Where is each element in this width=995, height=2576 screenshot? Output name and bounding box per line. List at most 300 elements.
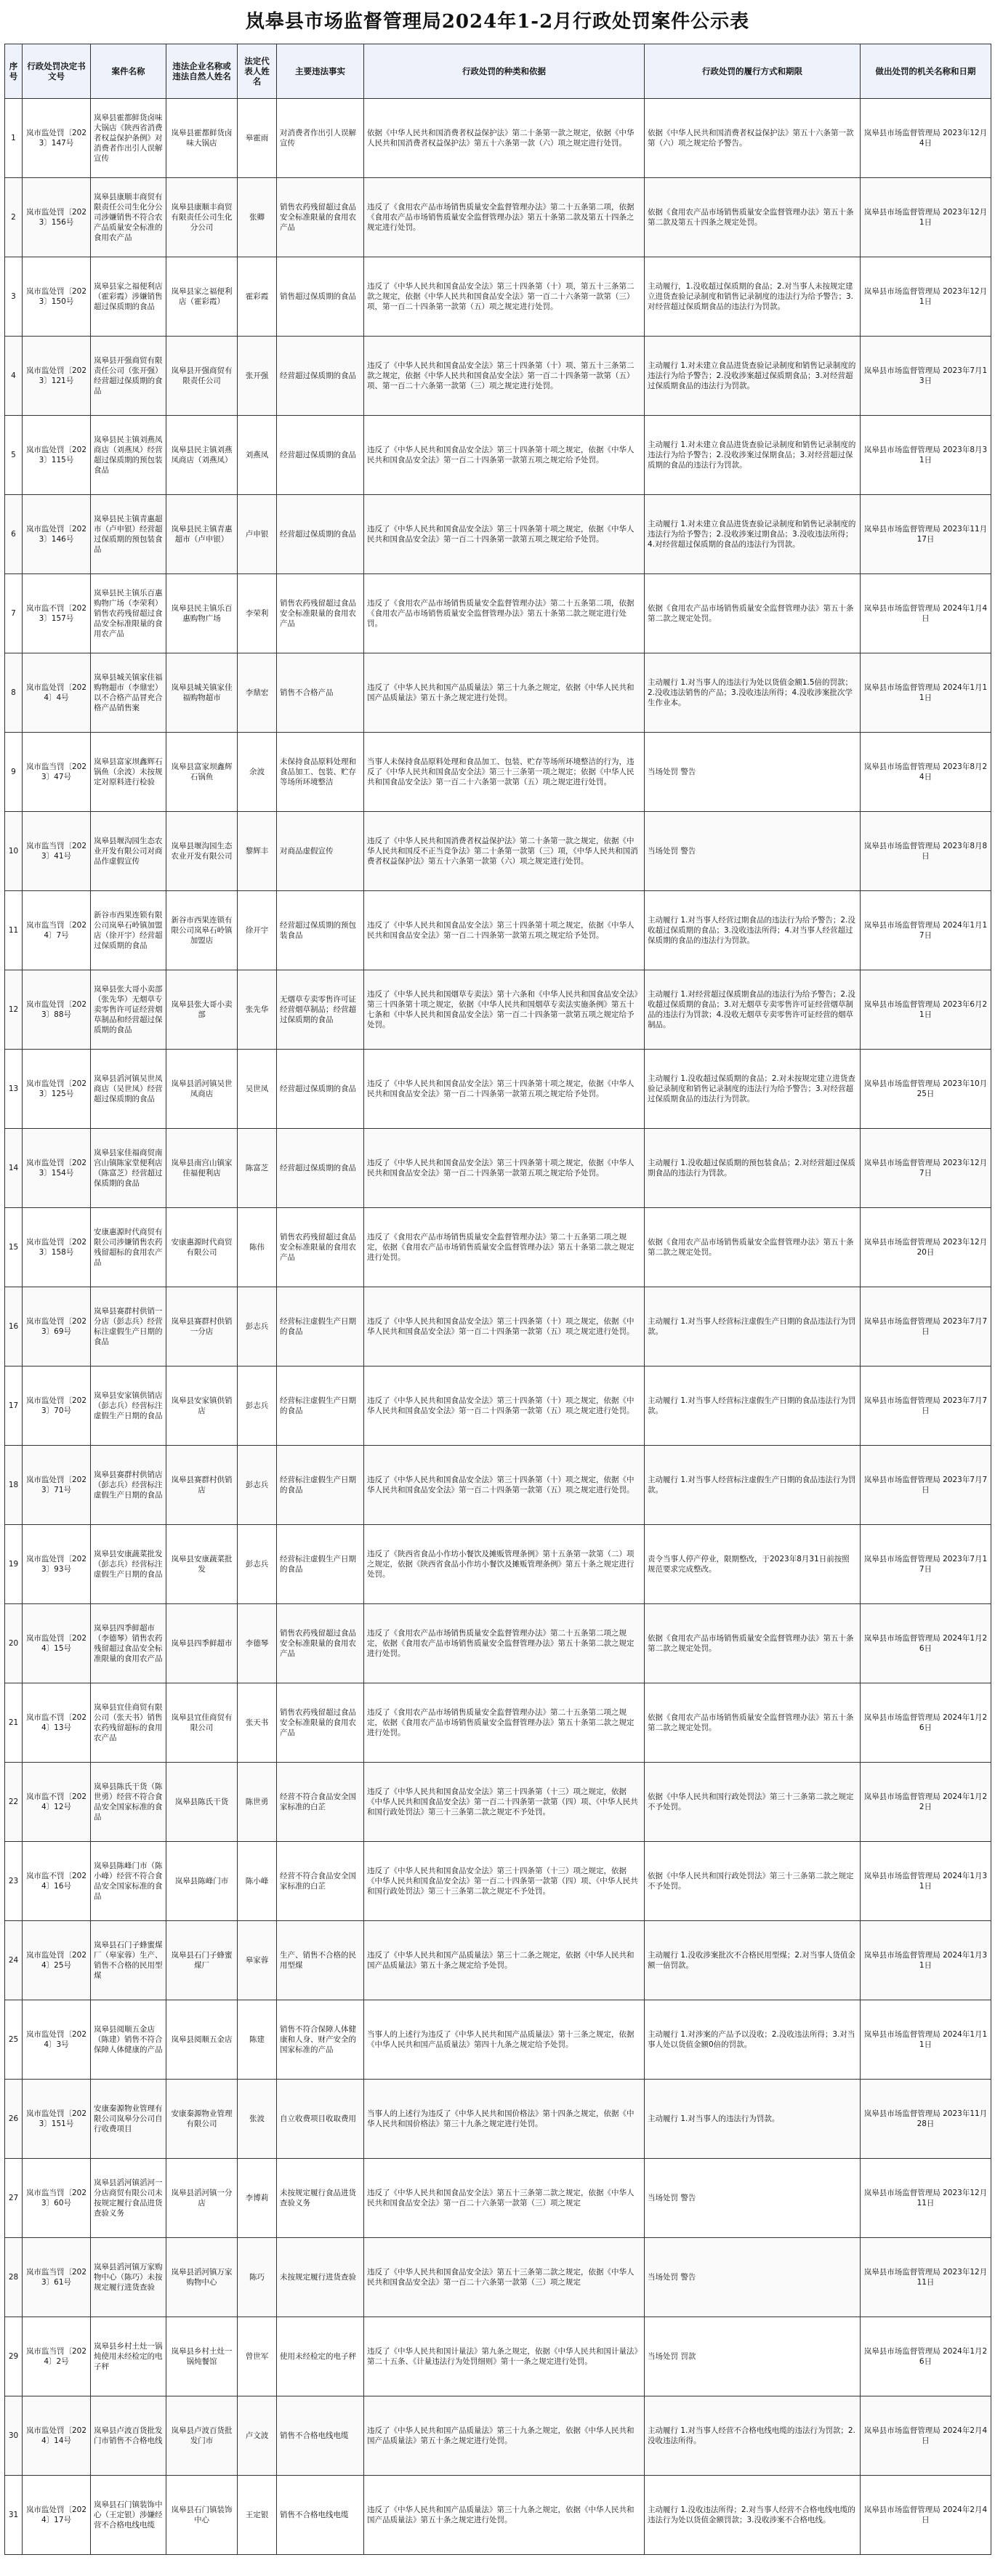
cell-decision-number: 岚市监处罚〔2023〕88号 [23, 970, 91, 1050]
table-row [5, 574, 991, 653]
cell-violator: 岚皋县石门子蜂蜜煤厂 [166, 1921, 238, 2000]
cell-main-facts: 销售农药残留超过食品安全标准限量的食用农产品 [277, 574, 364, 653]
cell-index: 31 [5, 2476, 23, 2555]
cell-authority-date: 岚皋县市场监督管理局 2023年7月17日 [861, 1525, 991, 1604]
cell-violator: 岚皋县滔河镇吴世凤商店 [166, 1050, 238, 1129]
cell-index: 19 [5, 1525, 23, 1604]
cell-authority-date: 岚皋县市场监督管理局 2023年11月17日 [861, 495, 991, 574]
header-index: 序号 [5, 44, 23, 99]
header-penalty-basis: 行政处罚的种类和依据 [364, 44, 645, 99]
cell-main-facts: 经营标注虚假生产日期的食品 [277, 1525, 364, 1604]
cell-index: 17 [5, 1367, 23, 1446]
cell-penalty-basis: 当事人的上述行为违反了《中华人民共和国价格法》第十四条之规定，依据《中华人民共和国价格法》第三十九条之规定进行处罚。 [364, 2080, 645, 2159]
cell-penalty-execution: 主动履行 1.对未建立食品进货查验记录制度和销售记录制度的违法行为给予警告；2.没收涉案过期食品；3.没收违法所得；4.对经营超过保质期的食品的违法行为罚款。 [645, 495, 861, 574]
cell-main-facts: 经营标注虚假生产日期的食品 [277, 1287, 364, 1367]
cell-authority-date: 岚皋县市场监督管理局 2024年1月26日 [861, 1604, 991, 1683]
cell-violator: 岚皋县南宫山镇家佳福便利店 [166, 1129, 238, 1208]
cell-authority-date: 岚皋县市场监督管理局 2023年10月25日 [861, 1050, 991, 1129]
cell-decision-number: 岚市监处罚〔2023〕93号 [23, 1525, 91, 1604]
cell-authority-date: 岚皋县市场监督管理局 2024年1月26日 [861, 1683, 991, 1763]
cell-penalty-basis: 违反了《中华人民共和国食品安全法》第三十四条第十项之规定，依据《中华人民共和国食品安全法》第一百二十四条第一款第五项之规定给予处罚。 [364, 416, 645, 495]
cell-violator: 岚皋县卢波百货批发门市 [166, 2396, 238, 2476]
cell-violator: 岚皋县民主镇刘燕凤商店（刘燕凤） [166, 416, 238, 495]
cell-main-facts: 生产、销售不合格的民用型煤 [277, 1921, 364, 2000]
cell-penalty-basis: 违反了《中华人民共和国食品安全法》第五十三条第二款之规定，依据《中华人民共和国食品安全法》第一百二十六条第一款第（三）项之规定 [364, 2159, 645, 2238]
cell-decision-number: 岚市监处罚〔2023〕151号 [23, 2080, 91, 2159]
cell-penalty-execution: 责令当事人停产停业，限期整改，于2023年8月31日前按照规范要求完成整改。 [645, 1525, 861, 1604]
cell-penalty-execution: 主动履行 1.对涉案的产品予以没收；2.没收违法所得；3.对当事人处以货值金额0倍的罚款。 [645, 2000, 861, 2080]
cell-legal-representative: 徐开宇 [238, 891, 277, 970]
cell-authority-date: 岚皋县市场监督管理局 2023年12月11日 [861, 2238, 991, 2317]
cell-case-name: 岚皋县滔河镇万家购物中心（陈巧）未按规定履行进货查验 [91, 2238, 166, 2317]
cell-case-name: 岚皋县堰沟园生态农业开发有限公司对商品作虚假宣传 [91, 812, 166, 891]
cell-case-name: 岚皋县卢波百货批发门市销售不合格电线 [91, 2396, 166, 2476]
cell-penalty-execution: 主动履行 1.没收超过保质期的预包装食品；2.对经营超过保质期食品的违法行为罚款。 [645, 1129, 861, 1208]
cell-legal-representative: 刘燕凤 [238, 416, 277, 495]
cell-index: 25 [5, 2000, 23, 2080]
cell-decision-number: 岚市监处罚〔2023〕158号 [23, 1208, 91, 1287]
cell-main-facts: 对商品虚假宣传 [277, 812, 364, 891]
cell-index: 10 [5, 812, 23, 891]
cell-authority-date: 岚皋县市场监督管理局 2024年2月4日 [861, 2396, 991, 2476]
cell-penalty-basis: 违反了《食用农产品市场销售质量安全监督管理办法》第二十五条第二项，依据《食用农产品市场销售质量安全监督管理办法》第五十条第二款之规定进行处罚。 [364, 574, 645, 653]
cell-index: 15 [5, 1208, 23, 1287]
cell-violator: 新谷市西果连锁有限公司岚皋石岭镇加盟店 [166, 891, 238, 970]
cell-decision-number: 岚市监处罚〔2023〕154号 [23, 1129, 91, 1208]
cell-index: 30 [5, 2396, 23, 2476]
cell-authority-date: 岚皋县市场监督管理局 2024年1月11日 [861, 2000, 991, 2080]
cell-case-name: 岚皋县石门镇装饰中心（王定银）涉嫌经营不合格电线电缆 [91, 2476, 166, 2555]
table-row [5, 891, 991, 970]
cell-index: 18 [5, 1446, 23, 1525]
cell-violator: 岚皋县赛群村供销一分店 [166, 1287, 238, 1367]
cell-index: 13 [5, 1050, 23, 1129]
cell-violator: 岚皋县霍都鲜货卤味大锅店 [166, 99, 238, 178]
cell-legal-representative: 皋霍雨 [238, 99, 277, 178]
cell-legal-representative: 陈建 [238, 2000, 277, 2080]
table-row [5, 2159, 991, 2238]
cell-legal-representative: 黎辉丰 [238, 812, 277, 891]
cell-index: 14 [5, 1129, 23, 1208]
table-row [5, 257, 991, 337]
cell-index: 29 [5, 2317, 23, 2396]
table-row [5, 2317, 991, 2396]
cell-decision-number: 岚市监当罚〔2024〕7号 [23, 891, 91, 970]
cell-penalty-execution: 主动履行 1.对未建立食品进货查验记录制度和销售记录制度的违法行为给予警告；2.没收涉案过保期食品；3.对经营超过保质期的食品的违法行为罚款。 [645, 416, 861, 495]
cell-case-name: 岚皋县石门子蜂蜜煤厂（皋家蓉）生产、销售不合格的民用型煤 [91, 1921, 166, 2000]
cell-authority-date: 岚皋县市场监督管理局 2023年12月11日 [861, 2159, 991, 2238]
cell-penalty-basis: 违反了《中华人民共和国食品安全法》第三十四条第（十）项之规定，依据《中华人民共和国食品安全法》第一百二十四条第一款第（五）项之规定进行处罚。 [364, 1287, 645, 1367]
cell-penalty-execution: 主动履行 1.对当事人经营标注虚假生产日期的食品违法行为罚款。 [645, 1367, 861, 1446]
cell-penalty-execution: 主动履行，1.没收超过保质期的食品；2.对当事人未按规定建立进货查验记录制度和销售记录制度的违法行为给予警告；3.对经营超过保质期食品的违法行为罚款。 [645, 257, 861, 337]
cell-main-facts: 经营超过保质期的食品 [277, 495, 364, 574]
cell-penalty-basis: 违反了《中华人民共和国食品安全法》第三十四条第（十三）项之规定，依据《中华人民共和国食品安全法》第一百二十四条第一款第（四）项、《中华人民共和国行政处罚法》第三十三条第二款之规定不予处罚。 [364, 1842, 645, 1921]
header-main-facts: 主要违法事实 [277, 44, 364, 99]
cell-case-name: 岚皋县城关镇家佳福购物超市（李鼎宏）以不合格产品冒充合格产品销售案 [91, 653, 166, 733]
cell-penalty-basis: 违反了《中华人民共和国食品安全法》第三十四条第十项之规定，依据《中华人民共和国食品安全法》第一百二十四条第一款第五项之规定给予处罚。 [364, 891, 645, 970]
cell-decision-number: 岚市监处罚〔2023〕115号 [23, 416, 91, 495]
cell-case-name: 岚皋县开强商贸有限责任公司（张开强）经营超过保质期的食品 [91, 337, 166, 416]
cell-penalty-execution: 当场处罚 罚款 [645, 2317, 861, 2396]
cell-authority-date: 岚皋县市场监督管理局 2023年11月28日 [861, 2080, 991, 2159]
table-row [5, 1683, 991, 1763]
cell-index: 20 [5, 1604, 23, 1683]
cell-authority-date: 岚皋县市场监督管理局 2023年12月4日 [861, 99, 991, 178]
cell-legal-representative: 彭志兵 [238, 1446, 277, 1525]
cell-authority-date: 岚皋县市场监督管理局 2023年8月8日 [861, 812, 991, 891]
table-row [5, 495, 991, 574]
cell-penalty-basis: 违反了《中华人民共和国烟草专卖法》第十六条和《中华人民共和国食品安全法》第三十四条第十项之规定，依据《中华人民共和国烟草专卖法实施条例》第五十七条和《中华人民共和国食品安全法》第一百二十四条第一款第五项之规定给予处罚。 [364, 970, 645, 1050]
cell-legal-representative: 吴世凤 [238, 1050, 277, 1129]
cell-legal-representative: 皋家蓉 [238, 1921, 277, 2000]
table-row [5, 99, 991, 178]
cell-decision-number: 岚市监处罚〔2024〕3号 [23, 2000, 91, 2080]
cell-legal-representative: 王定银 [238, 2476, 277, 2555]
cell-violator: 岚皋县赛群村供销店 [166, 1446, 238, 1525]
cell-main-facts: 自立收费项目收取费用 [277, 2080, 364, 2159]
cell-main-facts: 未按规定履行进货查验 [277, 2238, 364, 2317]
cell-index: 4 [5, 337, 23, 416]
header-case-name: 案件名称 [91, 44, 166, 99]
table-row [5, 1446, 991, 1525]
cell-authority-date: 岚皋县市场监督管理局 2023年12月1日 [861, 257, 991, 337]
cell-penalty-execution: 依据《食用农产品市场销售质量安全监督管理办法》第五十条第二款之规定处罚。 [645, 574, 861, 653]
cell-authority-date: 岚皋县市场监督管理局 2023年7月7日 [861, 1287, 991, 1367]
cell-index: 23 [5, 1842, 23, 1921]
cell-violator: 岚皋县城关镇家佳福购物超市 [166, 653, 238, 733]
cell-penalty-basis: 违反了《中华人民共和国食品安全法》第三十四条第十项之规定，依据《中华人民共和国食品安全法》第一百二十四条第一款第五项之规定给予处罚。 [364, 1050, 645, 1129]
cell-penalty-execution: 依据《食用农产品市场销售质量安全监督管理办法》第五十条第二款之规定处罚。 [645, 1208, 861, 1287]
cell-authority-date: 岚皋县市场监督管理局 2023年12月20日 [861, 1208, 991, 1287]
cell-penalty-basis: 违反了《中华人民共和国食品安全法》第三十四条第（十三）项之规定，依据《中华人民共和国食品安全法》第一百二十四条第一款第（四）项、《中华人民共和国行政处罚法》第三十三条第二款之规定不予处罚。 [364, 1763, 645, 1842]
cell-penalty-basis: 违反了《中华人民共和国食品安全法》第三十四条第（十）项，第五十三条第二款之规定，依据《中华人民共和国食品安全法》第一百二十六条第一款第（三）项，第一百二十四条第一款第（五）项之规定进行处罚。 [364, 257, 645, 337]
cell-penalty-execution: 主动履行 1.对未建立食品进货查验记录制度和销售记录制度的违法行为给予警告；2.没收涉案超过保质期食品；3.对经营超过保质期食品的违法行为罚款。 [645, 337, 861, 416]
cell-main-facts: 经营超过保质期的食品 [277, 337, 364, 416]
cell-penalty-execution: 主动履行 1.对当事人经营标注虚假生产日期的食品违法行为罚款。 [645, 1287, 861, 1367]
cell-case-name: 岚皋县民主镇青惠超市（卢申银）经营超过保质期的预包装食品 [91, 495, 166, 574]
cell-decision-number: 岚市监处罚〔2023〕71号 [23, 1446, 91, 1525]
cell-violator: 岚皋县陈峰门市 [166, 1842, 238, 1921]
cell-legal-representative: 陈世勇 [238, 1763, 277, 1842]
cell-violator: 岚皋县安家镇供销店 [166, 1367, 238, 1446]
header-decision-number: 行政处罚决定书文号 [23, 44, 91, 99]
cell-main-facts: 销售不合格电线电缆 [277, 2476, 364, 2555]
cell-case-name: 岚皋县民主镇刘燕凤商店（刘燕凤）经营超过保质期的预包装食品 [91, 416, 166, 495]
cell-main-facts: 无烟草专卖零售许可证经营烟草制品；经营超过保质期的食品 [277, 970, 364, 1050]
cell-penalty-execution: 依据《中华人民共和国消费者权益保护法》第五十六条第一款第（六）项之规定给予警告。 [645, 99, 861, 178]
cell-legal-representative: 余波 [238, 733, 277, 812]
cell-index: 7 [5, 574, 23, 653]
cell-penalty-execution: 当场处罚 警告 [645, 733, 861, 812]
cell-decision-number: 岚市监处罚〔2024〕25号 [23, 1921, 91, 2000]
cell-main-facts: 销售不合格产品 [277, 653, 364, 733]
cell-main-facts: 经营超过保质期的食品 [277, 1050, 364, 1129]
table-row [5, 970, 991, 1050]
cell-legal-representative: 陈巧 [238, 2238, 277, 2317]
cell-legal-representative: 陈伟 [238, 1208, 277, 1287]
table-row [5, 178, 991, 257]
cell-authority-date: 岚皋县市场监督管理局 2024年1月26日 [861, 2317, 991, 2396]
cell-violator: 安康惠源时代商贸有限公司 [166, 1208, 238, 1287]
cell-main-facts: 使用未经检定的电子秤 [277, 2317, 364, 2396]
cell-penalty-basis: 当事人未保持食品原料处理和食品加工、包装、贮存等场所环境整洁的行为，违反了《中华人民共和国食品安全法》第三十三条第一项之规定；依据《中华人民共和国食品安全法》第一百二十六条第一款第（五）项之规定进行处罚。 [364, 733, 645, 812]
table-row [5, 733, 991, 812]
cell-penalty-basis: 违反了《中华人民共和国产品质量法》第三十九条之规定，依据《中华人民共和国产品质量法》第五十条之规定进行处罚。 [364, 2476, 645, 2555]
cell-decision-number: 岚市监处罚〔2023〕147号 [23, 99, 91, 178]
cell-authority-date: 岚皋县市场监督管理局 2024年1月4日 [861, 574, 991, 653]
cell-violator: 岚皋县滔河镇一分店 [166, 2159, 238, 2238]
cell-case-name: 新谷市西果连锁有限公司岚皋石岭镇加盟店（徐开宇）经营超过保质期的食品 [91, 891, 166, 970]
cell-violator: 安康秦源物业管理有限公司 [166, 2080, 238, 2159]
cell-index: 27 [5, 2159, 23, 2238]
cell-penalty-basis: 违反了《食用农产品市场销售质量安全监督管理办法》第二十五条第二项之规定，依据《食用农产品市场销售质量安全监督管理办法》第五十条第二款之规定进行处罚。 [364, 1604, 645, 1683]
cell-violator: 岚皋县张大哥小卖部 [166, 970, 238, 1050]
case-table [4, 44, 991, 2555]
cell-index: 2 [5, 178, 23, 257]
cell-legal-representative: 霍彩霞 [238, 257, 277, 337]
table-row [5, 1763, 991, 1842]
cell-legal-representative: 李鼎宏 [238, 653, 277, 733]
cell-main-facts: 经营不符合食品安全国家标准的白芷 [277, 1763, 364, 1842]
cell-violator: 岚皋县四季鲜超市 [166, 1604, 238, 1683]
cell-decision-number: 岚市监处罚〔2023〕121号 [23, 337, 91, 416]
table-row [5, 2000, 991, 2080]
cell-case-name: 岚皋县阅顺五金店（陈建）销售不符合保障人体健康的产品 [91, 2000, 166, 2080]
cell-decision-number: 岚市监处罚〔2024〕14号 [23, 2396, 91, 2476]
cell-violator: 岚皋县陈氏干货 [166, 1763, 238, 1842]
cell-penalty-basis: 违反了《食用农产品市场销售质量安全监督管理办法》第二十五条第二项，依据《食用农产品市场销售质量安全监督管理办法》第五十条第二款及第五十四条之规定进行处罚。 [364, 178, 645, 257]
cell-legal-representative: 张波 [238, 2080, 277, 2159]
cell-case-name: 安康秦源物业管理有限公司岚皋分公司自行收费项目 [91, 2080, 166, 2159]
table-row [5, 1525, 991, 1604]
cell-authority-date: 岚皋县市场监督管理局 2024年1月17日 [861, 891, 991, 970]
cell-case-name: 岚皋县安家镇供销店（彭志兵）经营标注虚假生产日期的食品 [91, 1367, 166, 1446]
table-row [5, 812, 991, 891]
cell-decision-number: 岚市监处罚〔2024〕15号 [23, 1604, 91, 1683]
cell-case-name: 岚皋县安康蔬菜批发（彭志兵）经营标注虚假生产日期的食品 [91, 1525, 166, 1604]
cell-index: 3 [5, 257, 23, 337]
cell-index: 22 [5, 1763, 23, 1842]
cell-penalty-execution: 主动履行 1.没收违法所得；2.对当事人经营不合格电线电缆的违法行为处以货值金额罚款；3.没收涉案不合格电线。 [645, 2476, 861, 2555]
cell-penalty-basis: 违反了《中华人民共和国食品安全法》第三十四条第（十）项之规定，依据《中华人民共和国食品安全法》第一百二十四条第一款第（五）项之规定进行处罚。 [364, 1367, 645, 1446]
cell-case-name: 岚皋县赛群村供销店（彭志兵）经营标注虚假生产日期的食品 [91, 1446, 166, 1525]
cell-violator: 岚皋县阅顺五金店 [166, 2000, 238, 2080]
cell-violator: 岚皋县康顺丰商贸有限责任公司生化分公司 [166, 178, 238, 257]
cell-penalty-basis: 违反了《食用农产品市场销售质量安全监督管理办法》第二十五条第二项之规定，依据《食用农产品市场销售质量安全监督管理办法》第五十条第二款之规定进行处罚。 [364, 1208, 645, 1287]
cell-violator: 岚皋县乡村土灶一锅炖餐馆 [166, 2317, 238, 2396]
cell-index: 11 [5, 891, 23, 970]
cell-authority-date: 岚皋县市场监督管理局 2024年1月31日 [861, 1842, 991, 1921]
cell-penalty-execution: 主动履行 1.对当事人的违法行为罚款。 [645, 2080, 861, 2159]
cell-penalty-basis: 违反了《中华人民共和国计量法》第九条之规定，依据《中华人民共和国计量法》第二十五条、《计量违法行为处罚细则》第十一条之规定进行处罚。 [364, 2317, 645, 2396]
cell-penalty-execution: 依据《中华人民共和国行政处罚法》第三十三条第二款之规定不予处罚。 [645, 1763, 861, 1842]
cell-penalty-basis: 违反了《中华人民共和国产品质量法》第三十九条之规定，依据《中华人民共和国产品质量法》第五十条之规定进行处罚。 [364, 2396, 645, 2476]
cell-decision-number: 岚市监处罚〔2023〕150号 [23, 257, 91, 337]
cell-violator: 岚皋县富家坝鑫辉石锅鱼 [166, 733, 238, 812]
cell-legal-representative: 张天书 [238, 1683, 277, 1763]
cell-legal-representative: 彭志兵 [238, 1525, 277, 1604]
cell-decision-number: 岚市监不罚〔2024〕12号 [23, 1763, 91, 1842]
cell-index: 6 [5, 495, 23, 574]
cell-penalty-execution: 主动履行 1.没收涉案批次不合格民用型煤；2.对当事人货值金额一倍罚款。 [645, 1921, 861, 2000]
cell-index: 8 [5, 653, 23, 733]
table-row [5, 1287, 991, 1367]
cell-case-name: 岚皋县康顺丰商贸有限责任公司生化分公司涉嫌销售不符合农产品质量安全标准的食用农产品 [91, 178, 166, 257]
cell-penalty-basis: 违反了《中华人民共和国食品安全法》第三十四条第十项之规定，依据《中华人民共和国食品安全法》第一百二十四条第一款第五项之规定给予处罚。 [364, 1129, 645, 1208]
cell-penalty-execution: 主动履行 1.对经营超过保质期食品的违法行为给予警告；2.没收超过保质期的食品；3.对无烟草专卖零售许可证经营烟草制品的违法行为罚款；4.没收无烟草专卖零售许可证经营的烟草制品。 [645, 970, 861, 1050]
cell-legal-representative: 李博莉 [238, 2159, 277, 2238]
header-penalty-execution: 行政处罚的履行方式和期限 [645, 44, 861, 99]
cell-main-facts: 未按规定履行食品进货查验义务 [277, 2159, 364, 2238]
cell-penalty-execution: 当场处罚 警告 [645, 2238, 861, 2317]
cell-authority-date: 岚皋县市场监督管理局 2023年8月31日 [861, 416, 991, 495]
cell-penalty-basis: 违反了《食用农产品市场销售质量安全监督管理办法》第二十五条第二项之规定，依据《食用农产品市场销售质量安全监督管理办法》第五十条第二款之规定进行处罚。 [364, 1683, 645, 1763]
cell-case-name: 岚皋县霍都鲜货卤味大锅店《陕西省消费者权益保护条例》对消费者作出引人误解宣传 [91, 99, 166, 178]
cell-legal-representative: 卢文波 [238, 2396, 277, 2476]
cell-case-name: 安康惠源时代商贸有限公司涉嫌销售农药残留超标的食用农产品 [91, 1208, 166, 1287]
cell-main-facts: 经营超过保质期的食品 [277, 416, 364, 495]
table-header-row [5, 44, 991, 99]
table-row [5, 1921, 991, 2000]
cell-authority-date: 岚皋县市场监督管理局 2023年7月7日 [861, 1367, 991, 1446]
table-row [5, 2396, 991, 2476]
cell-violator: 岚皋县宜佳商贸有限公司 [166, 1683, 238, 1763]
cell-decision-number: 岚市监处罚〔2023〕70号 [23, 1367, 91, 1446]
table-row [5, 2238, 991, 2317]
cell-index: 5 [5, 416, 23, 495]
cell-penalty-basis: 违反了《中华人民共和国食品安全法》第三十四条第（十）项之规定，依据《中华人民共和国食品安全法》第一百二十四条第一款第（五）项之规定进行处罚。 [364, 1446, 645, 1525]
cell-decision-number: 岚市监当罚〔2023〕61号 [23, 2238, 91, 2317]
cell-case-name: 岚皋县乡村土灶一锅炖使用未经检定的电子秤 [91, 2317, 166, 2396]
cell-case-name: 岚皋县宜佳商贸有限公司（张天书）销售农药残留超标的食用农产品 [91, 1683, 166, 1763]
document-title: 岚皋县市场监督管理局2024年1-2月行政处罚案件公示表 [245, 11, 750, 33]
cell-main-facts: 销售农药残留超过食品安全标准限量的食用农产品 [277, 1604, 364, 1683]
cell-penalty-execution: 当场处罚 警告 [645, 2159, 861, 2238]
table-row [5, 1129, 991, 1208]
cell-decision-number: 岚市监不罚〔2023〕157号 [23, 574, 91, 653]
cell-penalty-basis: 违反了《陕西省食品小作坊小餐饮及摊贩管理条例》第十五条第一款第（二）项之规定，依据《陕西省食品小作坊小餐饮及摊贩管理条例》第五十条之规定进行处罚。 [364, 1525, 645, 1604]
cell-legal-representative: 张卿 [238, 178, 277, 257]
cell-main-facts: 未保持食品原料处理和食品加工、包装、贮存等场所环境整洁 [277, 733, 364, 812]
cell-authority-date: 岚皋县市场监督管理局 2023年12月1日 [861, 178, 991, 257]
cell-decision-number: 岚市监不罚〔2024〕16号 [23, 1842, 91, 1921]
cell-penalty-basis: 违反了《中华人民共和国产品质量法》第三十二条之规定，依据《中华人民共和国产品质量法》第五十条之规定给予处罚。 [364, 1921, 645, 2000]
cell-index: 24 [5, 1921, 23, 2000]
cell-legal-representative: 陈小峰 [238, 1842, 277, 1921]
cell-index: 16 [5, 1287, 23, 1367]
table-row [5, 1050, 991, 1129]
cell-penalty-basis: 依据《中华人民共和国消费者权益保护法》第二十条第一款之规定，依据《中华人民共和国消费者权益保护法》第五十六条第一款（六）项之规定进行处罚。 [364, 99, 645, 178]
cell-penalty-basis: 违反了《中华人民共和国产品质量法》第三十九条之规定，依据《中华人民共和国产品质量法》第五十条之规定进行处罚。 [364, 653, 645, 733]
header-violator: 违法企业名称或违法自然人姓名 [166, 44, 238, 99]
cell-violator: 岚皋县滔河镇万家购物中心 [166, 2238, 238, 2317]
cell-authority-date: 岚皋县市场监督管理局 2023年8月24日 [861, 733, 991, 812]
cell-case-name: 岚皋县滔河镇吴世凤商店（吴世凤）经营超过保质期的食品 [91, 1050, 166, 1129]
cell-decision-number: 岚市监处罚〔2023〕125号 [23, 1050, 91, 1129]
cell-penalty-basis: 当事人的上述行为违反了《中华人民共和国产品质量法》第十三条之规定，依据《中华人民共和国产品质量法》第四十九条之规定给予处罚。 [364, 2000, 645, 2080]
cell-authority-date: 岚皋县市场监督管理局 2024年1月22日 [861, 1763, 991, 1842]
cell-decision-number: 岚市监当罚〔2023〕47号 [23, 733, 91, 812]
cell-main-facts: 销售农药残留超过食品安全标准限量的食用农产品 [277, 1683, 364, 1763]
cell-decision-number: 岚市监当罚〔2024〕2号 [23, 2317, 91, 2396]
cell-violator: 岚皋县民主镇乐百惠购物广场 [166, 574, 238, 653]
cell-legal-representative: 卢申银 [238, 495, 277, 574]
cell-legal-representative: 李荣利 [238, 574, 277, 653]
cell-penalty-execution: 依据《食用农产品市场销售质量安全监督管理办法》第五十条第二款之规定处罚。 [645, 1604, 861, 1683]
cell-violator: 岚皋县民主镇青惠超市（卢申银） [166, 495, 238, 574]
table-row [5, 1367, 991, 1446]
cell-violator: 岚皋县堰沟园生态农业开发有限公司 [166, 812, 238, 891]
cell-penalty-execution: 主动履行 1.没收超过保质期的食品；2.对未按规定建立进货查验记录制度和销售记录制度的违法行为给予警告；3.对经营超过保质期食品的违法行为罚款。 [645, 1050, 861, 1129]
cell-main-facts: 销售农药残留超过食品安全标准限量的食用农产品 [277, 178, 364, 257]
cell-penalty-execution: 主动履行 1.对当事人的违法行为处以货值金额1.5倍的罚款；2.没收违法销售的产品；3.没收违法所得；4.没收涉案批次学生作业本。 [645, 653, 861, 733]
cell-violator: 岚皋县家之福便利店（霍彩霞） [166, 257, 238, 337]
cell-authority-date: 岚皋县市场监督管理局 2024年2月4日 [861, 2476, 991, 2555]
cell-authority-date: 岚皋县市场监督管理局 2024年1月11日 [861, 653, 991, 733]
cell-penalty-basis: 违反了《中华人民共和国消费者权益保护法》第二十条第一款之规定，依据《中华人民共和国反不正当竞争法》第二十条第一款第（三）项，《中华人民共和国消费者权益保护法》第五十六条第一款第（六）项之规定进行处罚。 [364, 812, 645, 891]
cell-authority-date: 岚皋县市场监督管理局 2023年7月7日 [861, 1446, 991, 1525]
cell-authority-date: 岚皋县市场监督管理局 2023年12月7日 [861, 1129, 991, 1208]
cell-penalty-execution: 依据《食用农产品市场销售质量安全监督管理办法》第五十条第二款之规定处罚。 [645, 1683, 861, 1763]
cell-main-facts: 经营不符合食品安全国家标准的白芷 [277, 1842, 364, 1921]
cell-index: 26 [5, 2080, 23, 2159]
cell-main-facts: 经营超过保质期的预包装食品 [277, 891, 364, 970]
cell-case-name: 岚皋县家之福便利店（霍彩霞）涉嫌销售超过保质期的食品 [91, 257, 166, 337]
cell-penalty-basis: 违反了《中华人民共和国食品安全法》第三十四条第十项之规定，依据《中华人民共和国食品安全法》第一百二十四条第一款第五项之规定给予处罚。 [364, 495, 645, 574]
cell-main-facts: 对消费者作出引人误解宣传 [277, 99, 364, 178]
cell-case-name: 岚皋县四季鲜超市（李德琴）销售农药残留超过食品安全标准限量的食用农产品 [91, 1604, 166, 1683]
cell-penalty-execution: 当场处罚 警告 [645, 812, 861, 891]
cell-penalty-execution: 依据《中华人民共和国行政处罚法》第三十三条第二款之规定不予处罚。 [645, 1842, 861, 1921]
header-authority-date: 做出处罚的机关名称和日期 [861, 44, 991, 99]
cell-main-facts: 经营标注虚假生产日期的食品 [277, 1446, 364, 1525]
cell-main-facts: 经营超过保质期的食品 [277, 1129, 364, 1208]
cell-main-facts: 销售农药残留超过食品安全标准限量的食用农产品 [277, 1208, 364, 1287]
cell-main-facts: 销售不合格电线电缆 [277, 2396, 364, 2476]
cell-index: 28 [5, 2238, 23, 2317]
cell-penalty-basis: 违反了《中华人民共和国食品安全法》第三十四条第（十）项、第五十三条第二款之规定，依据《中华人民共和国食品安全法》第一百二十四条第一款第（五）项、第一百二十六条第一款第（三）项之规定进行处罚。 [364, 337, 645, 416]
cell-decision-number: 岚市监处罚〔2023〕69号 [23, 1287, 91, 1367]
cell-decision-number: 岚市监处罚〔2024〕4号 [23, 653, 91, 733]
table-row [5, 653, 991, 733]
cell-legal-representative: 彭志兵 [238, 1287, 277, 1367]
cell-authority-date: 岚皋县市场监督管理局 2024年1月31日 [861, 1921, 991, 2000]
cell-penalty-execution: 主动履行 1.对当事人经营标注虚假生产日期的食品违法行为罚款。 [645, 1446, 861, 1525]
cell-index: 12 [5, 970, 23, 1050]
cell-penalty-execution: 依据《食用农产品市场销售质量安全监督管理办法》第五十条第二款及第五十四条之规定处罚。 [645, 178, 861, 257]
cell-case-name: 岚皋县民主镇乐百惠购物广场（李荣利）销售农药残留超过食品安全标准限量的食用农产品 [91, 574, 166, 653]
table-row [5, 337, 991, 416]
cell-legal-representative: 陈富芝 [238, 1129, 277, 1208]
cell-violator: 岚皋县开强商贸有限责任公司 [166, 337, 238, 416]
cell-index: 21 [5, 1683, 23, 1763]
table-row [5, 416, 991, 495]
cell-penalty-execution: 主动履行 1.对当事人经营过期食品的违法行为给予警告；2.没收超过保质期的食品；3.没收违法所得；4.对当事人经营超过保质期的食品的违法行为罚款。 [645, 891, 861, 970]
cell-legal-representative: 彭志兵 [238, 1367, 277, 1446]
header-legal-representative: 法定代表人姓名 [238, 44, 277, 99]
cell-decision-number: 岚市监处罚〔2024〕17号 [23, 2476, 91, 2555]
cell-legal-representative: 李德琴 [238, 1604, 277, 1683]
cell-authority-date: 岚皋县市场监督管理局 2023年6月21日 [861, 970, 991, 1050]
cell-decision-number: 岚市监当罚〔2023〕41号 [23, 812, 91, 891]
table-row [5, 1842, 991, 1921]
cell-case-name: 岚皋县陈峰门市（陈小峰）经营不符合食品安全国家标准的食品 [91, 1842, 166, 1921]
cell-main-facts: 销售超过保质期的食品 [277, 257, 364, 337]
cell-main-facts: 经营标注虚假生产日期的食品 [277, 1367, 364, 1446]
table-row [5, 2080, 991, 2159]
cell-violator: 岚皋县石门镇装饰中心 [166, 2476, 238, 2555]
cell-case-name: 岚皋县陈氏干货（陈世勇）经营不符合食品安全国家标准的食品 [91, 1763, 166, 1842]
